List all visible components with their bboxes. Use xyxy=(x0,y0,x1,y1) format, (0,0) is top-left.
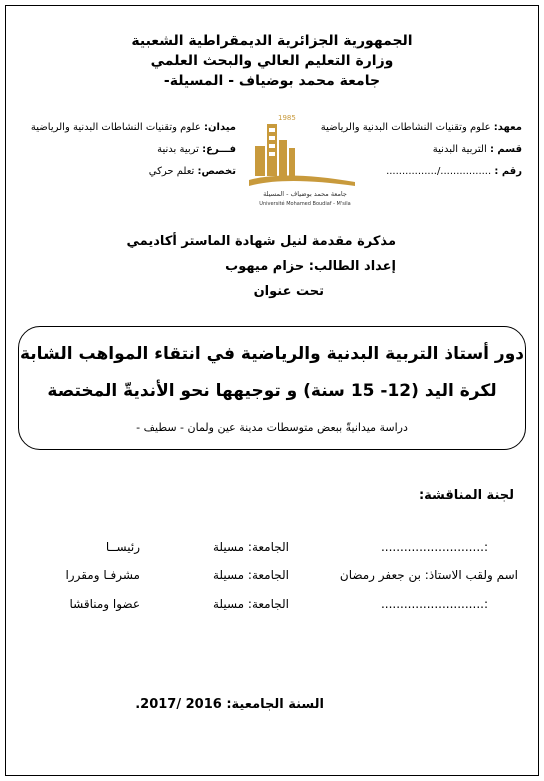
department-value: التربية البدنية xyxy=(432,144,487,155)
number-value: ................/................ xyxy=(386,166,492,177)
student-line: إعداد الطالب: حزام ميهوب xyxy=(225,259,396,274)
ministry-title: وزارة التعليم العالي والبحث العلمي xyxy=(150,53,394,69)
number-label: رقم : xyxy=(494,166,522,177)
logo-year: 1985 xyxy=(278,114,296,122)
committee-member-name: اسم ولقب الاستاذ: بن جعفر رمضان xyxy=(339,568,518,582)
department-row xyxy=(433,144,522,155)
committee-member-role: مشرفـا ومقررا xyxy=(65,568,140,582)
department-label: قسم : xyxy=(489,144,522,155)
academic-year: السنة الجامعية: 2016 /2017. xyxy=(135,697,324,712)
committee-member-university: الجامعة: مسيلة xyxy=(212,568,289,582)
branch-value: تربية بدنية xyxy=(157,144,199,155)
subtitle-line: تحت عنوان xyxy=(253,284,324,299)
number-row xyxy=(386,166,522,177)
thesis-title-line1: دور أستاذ التربية البدنية والرياضية في انتقاء المواهب الشابة xyxy=(19,344,525,364)
thesis-title-line2: لكرة اليد (12- 15 سنة) و توجيهها نحو الأنديةّ المختصة xyxy=(47,381,497,401)
committee-member-name: :........................... xyxy=(380,540,488,554)
field-value: علوم وتقنيات النشاطات البدنية والرياضية xyxy=(30,122,201,133)
committee-member-university: الجامعة: مسيلة xyxy=(212,597,289,611)
committee-member-name: :........................... xyxy=(380,597,488,611)
specialty-row xyxy=(149,166,236,177)
specialty-label: تخصص: xyxy=(197,166,236,177)
republic-title: الجمهورية الجزائرية الديمقراطية الشعبية xyxy=(131,33,413,49)
logo-name-ar: جامعة محمد بوضياف - المسيلة xyxy=(263,190,347,198)
thesis-study-line: دراسة ميدانيةّ ببعض متوسطات مدينة عين ولمان - سطيف - xyxy=(136,421,408,434)
memo-line: مذكرة مقدمة لنيل شهادة الماستر أكاديمي xyxy=(126,234,396,249)
field-label: ميدان: xyxy=(203,122,236,133)
logo-name-fr: Université Mohamed Boudiaf - M'sila xyxy=(259,201,351,207)
committee-member-role: عضوا ومناقشا xyxy=(69,597,140,611)
university-logo xyxy=(245,110,365,210)
university-logo-icon xyxy=(245,110,365,210)
institute-value: علوم وتقنيات النشاطات البدنية والرياضية xyxy=(320,122,491,133)
specialty-value: تعلم حركي xyxy=(148,166,195,177)
committee-member-university: الجامعة: مسيلة xyxy=(212,540,289,554)
committee-heading: لجنة المناقشة: xyxy=(418,488,514,503)
institute-label: معهد: xyxy=(493,122,522,133)
field-row xyxy=(31,122,236,133)
branch-row xyxy=(157,144,236,155)
committee-member-role: رئيســا xyxy=(105,540,140,554)
branch-label: فـــرع: xyxy=(202,144,236,155)
university-title: جامعة محمد بوضياف - المسيلة- xyxy=(163,73,381,89)
